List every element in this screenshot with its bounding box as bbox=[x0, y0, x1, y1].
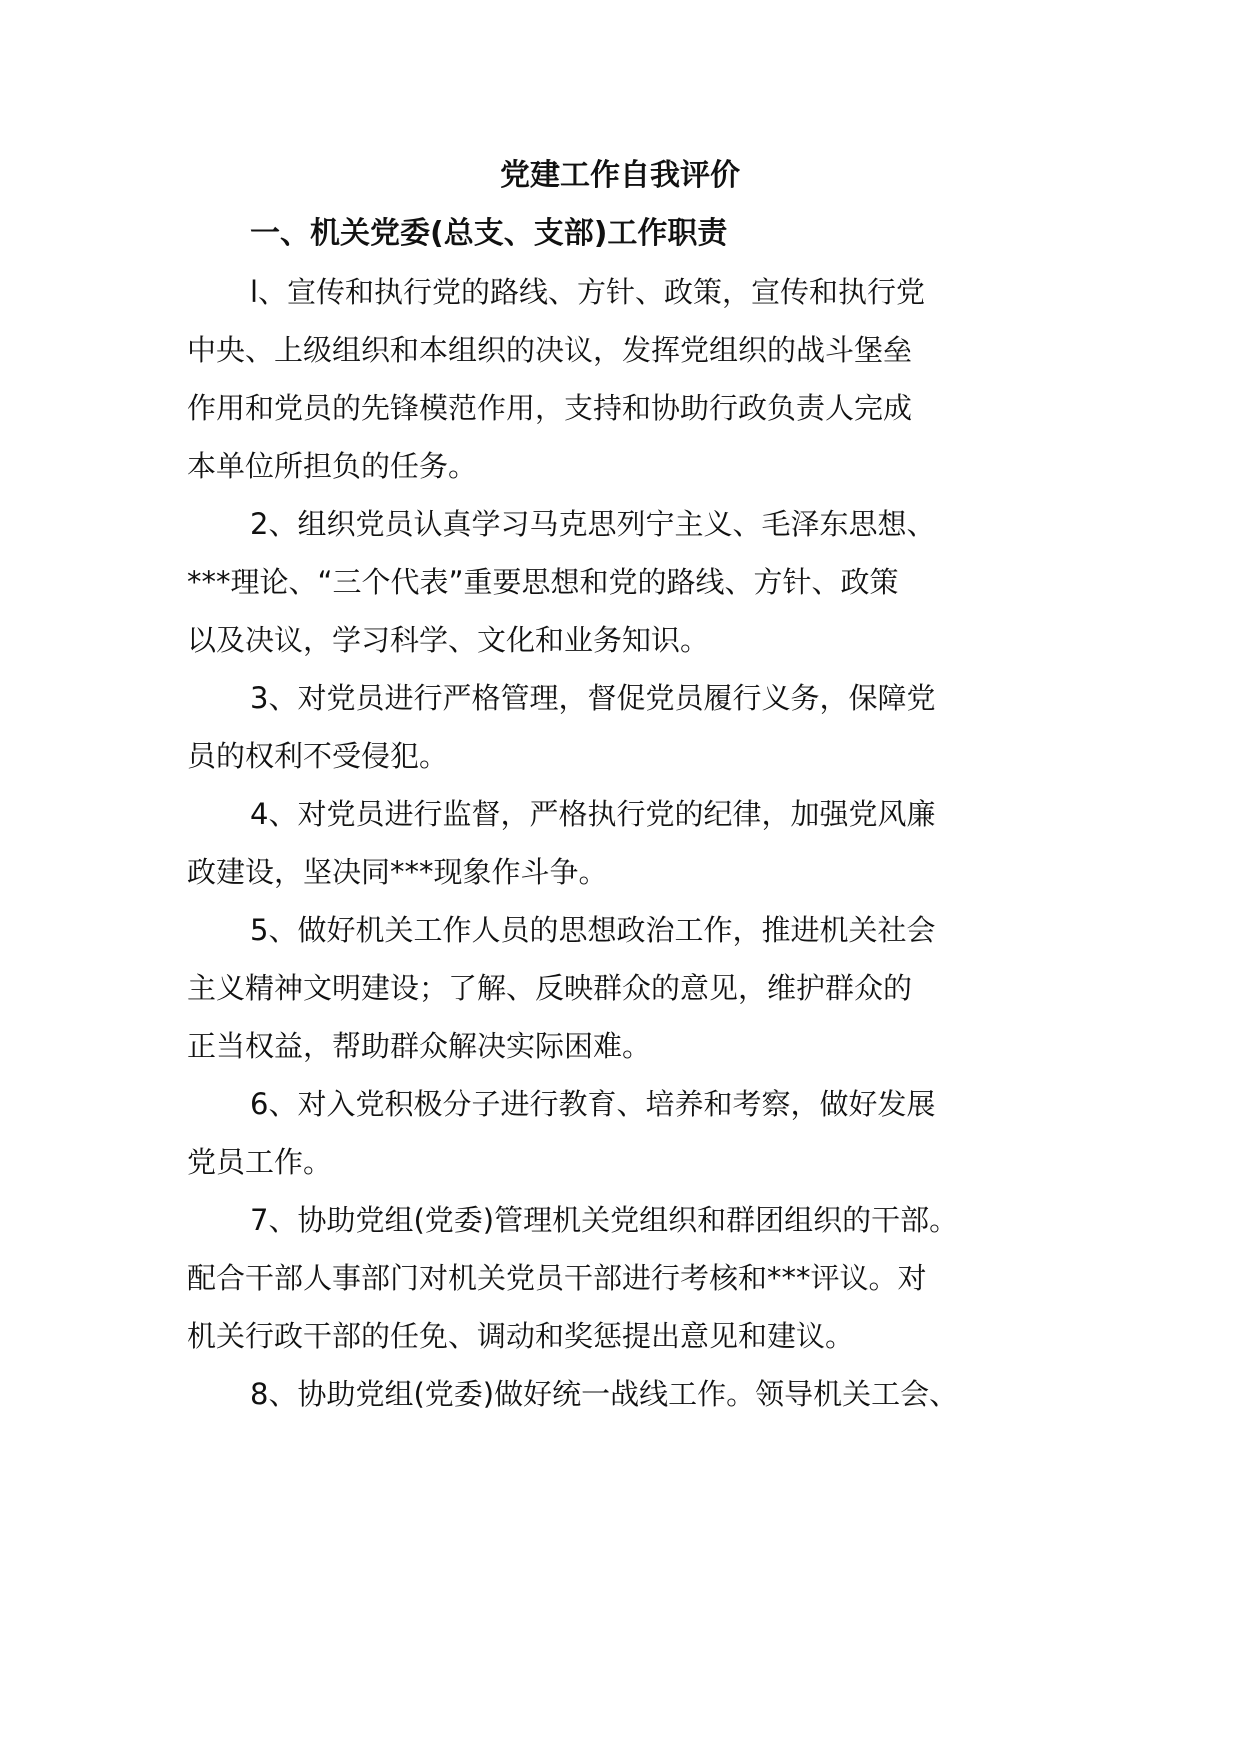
paragraph-line: 配合干部人事部门对机关党员干部进行考核和***评议。对 bbox=[187, 1261, 927, 1295]
paragraph-line: 6、对入党积极分子进行教育、培养和考察，做好发展 bbox=[250, 1087, 936, 1121]
paragraph-line: 4、对党员进行监督，严格执行党的纪律，加强党风廉 bbox=[250, 797, 936, 831]
paragraph-7 bbox=[187, 1191, 1067, 1365]
paragraph-line: 党员工作。 bbox=[187, 1145, 333, 1179]
paragraph-3 bbox=[187, 669, 1067, 785]
paragraph-line: 本单位所担负的任务。 bbox=[187, 449, 478, 483]
paragraph-6 bbox=[187, 1075, 1067, 1191]
document-title: 党建工作自我评价 bbox=[500, 158, 740, 193]
paragraph-8 bbox=[187, 1365, 1067, 1423]
paragraph-line: l、宣传和执行党的路线、方针、政策，宣传和执行党 bbox=[250, 275, 926, 309]
paragraph-line: 作用和党员的先锋模范作用，支持和协助行政负责人完成 bbox=[187, 391, 913, 425]
paragraph-1 bbox=[187, 263, 1067, 495]
paragraph-line: 机关行政干部的任免、调动和奖惩提出意见和建议。 bbox=[187, 1319, 855, 1353]
paragraph-line: 7、协助党组(党委)管理机关党组织和群团组织的干部。 bbox=[250, 1203, 959, 1237]
paragraph-line: 员的权利不受侵犯。 bbox=[187, 739, 449, 773]
paragraph-line: ***理论、“三个代表”重要思想和党的路线、方针、政策 bbox=[187, 565, 899, 599]
section-heading: 一、机关党委(总支、支部)工作职责 bbox=[250, 216, 728, 251]
paragraph-line: 中央、上级组织和本组织的决议，发挥党组织的战斗堡垒 bbox=[187, 333, 913, 367]
paragraph-line: 8、协助党组(党委)做好统一战线工作。领导机关工会、 bbox=[250, 1377, 959, 1411]
paragraph-line: 以及决议，学习科学、文化和业务知识。 bbox=[187, 623, 710, 657]
paragraph-5 bbox=[187, 901, 1067, 1075]
paragraph-2 bbox=[187, 495, 1067, 669]
paragraph-line: 5、做好机关工作人员的思想政治工作，推进机关社会 bbox=[250, 913, 936, 947]
paragraph-line: 正当权益，帮助群众解决实际困难。 bbox=[187, 1029, 652, 1063]
document-body bbox=[187, 263, 1067, 1423]
paragraph-line: 2、组织党员认真学习马克思列宁主义、毛泽东思想、 bbox=[250, 507, 936, 541]
paragraph-line: 3、对党员进行严格管理，督促党员履行义务，保障党 bbox=[250, 681, 936, 715]
paragraph-4 bbox=[187, 785, 1067, 901]
paragraph-line: 主义精神文明建设；了解、反映群众的意见，维护群众的 bbox=[187, 971, 913, 1005]
paragraph-line: 政建设，坚决同***现象作斗争。 bbox=[187, 855, 608, 889]
